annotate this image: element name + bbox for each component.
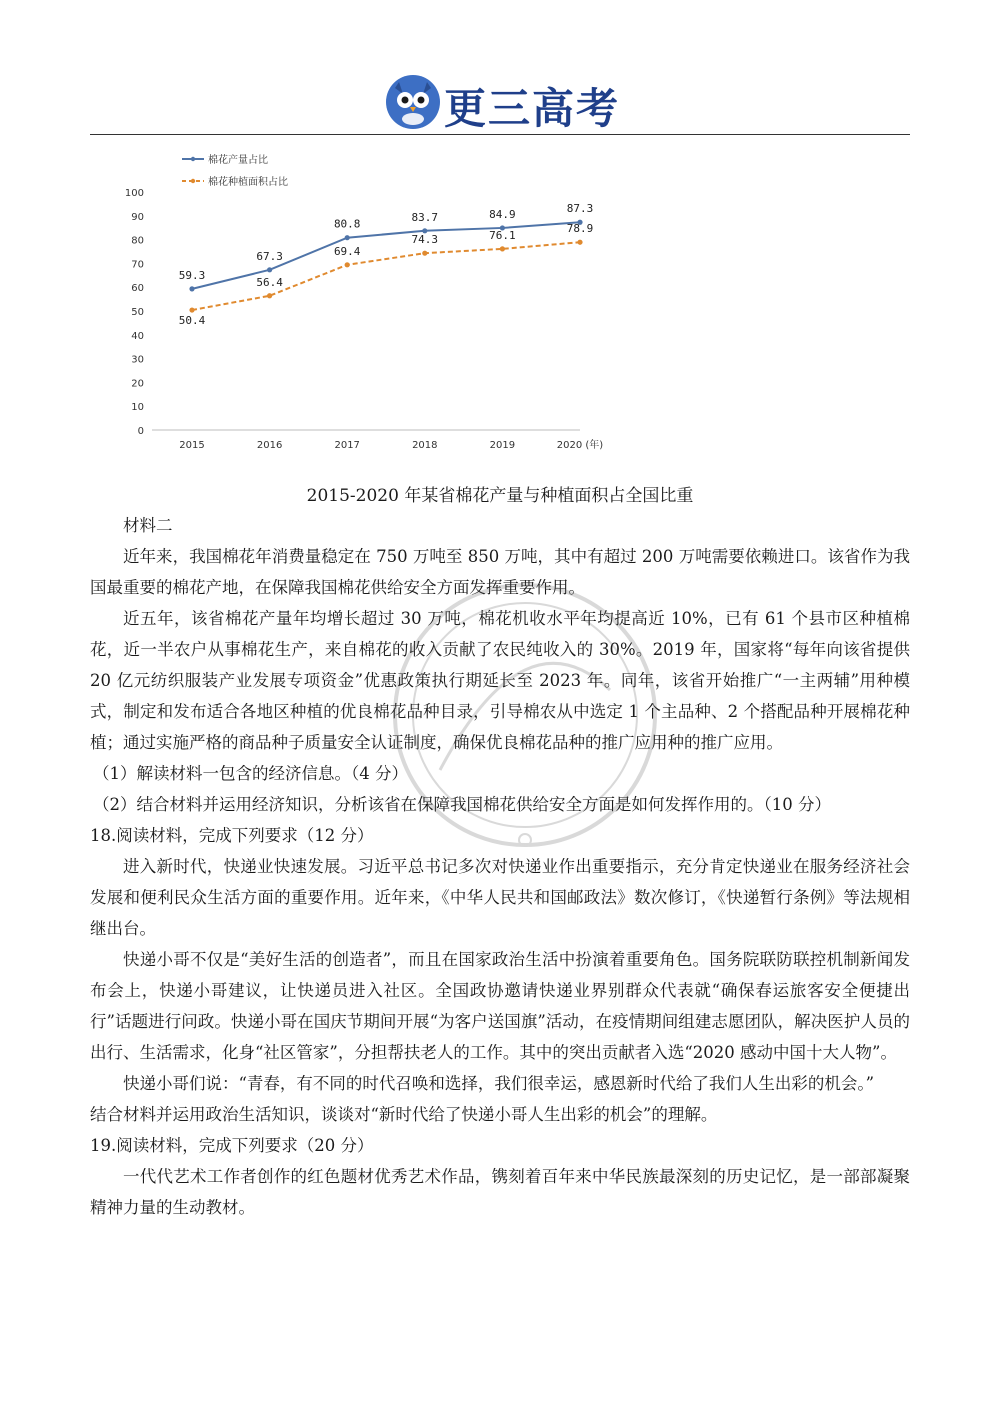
owl-logo-icon bbox=[385, 74, 441, 130]
data-point bbox=[267, 293, 272, 298]
question-item: （1）解读材料一包含的经济信息。（4 分） bbox=[93, 764, 408, 783]
question-item: （2）结合材料并运用经济知识，分析该省在保障我国棉花供给安全方面是如何发挥作用的。（10 分） bbox=[93, 795, 831, 814]
data-label: 80.8 bbox=[333, 217, 361, 231]
data-label: 74.3 bbox=[411, 233, 439, 247]
header-divider bbox=[90, 134, 910, 135]
y-tick-label: 0 bbox=[137, 426, 144, 437]
question-prompt: 结合材料并运用政治生活知识，谈谈对“新时代给了快递小哥人生出彩的机会”的理解。 bbox=[90, 1105, 718, 1124]
data-label: 84.9 bbox=[489, 207, 516, 221]
line-chart bbox=[100, 142, 620, 462]
question-heading: 19.阅读材料，完成下列要求（20 分） bbox=[90, 1136, 374, 1155]
document-body bbox=[90, 510, 910, 1223]
data-label: 56.4 bbox=[256, 275, 283, 289]
page-header bbox=[0, 70, 1000, 132]
y-tick-label: 40 bbox=[131, 330, 144, 342]
y-tick-label: 70 bbox=[131, 259, 144, 271]
y-tick-label: 100 bbox=[124, 188, 144, 199]
data-label: 59.3 bbox=[178, 268, 206, 282]
paragraph: 近五年，该省棉花产量年均增长超过 30 万吨，棉花机收水平年均提高近 10%，已有 61 个县市区种植棉花，近一半农户从事棉花生产，来自棉花的收入贡献了农民纯收入的 30%。2019 年，国家将“每年向该省提供 20 亿元纺织服装产业发展专项资金”优惠政策执行期延长至 2023 年。同年，该省开始推广“一主两辅”用种模式，制定和发布适合各地区种植的优良棉花品种目录，引导棉农从中选定 1 个主品种、2 个搭配品种开展棉花种植；通过实施严格的商品种子质量安全认证制度，确保优良棉花品种的推广应用种的推广应用。 bbox=[90, 609, 910, 752]
x-tick-label: 2016 bbox=[256, 440, 283, 451]
material-heading: 材料二 bbox=[123, 516, 173, 535]
data-point bbox=[422, 251, 427, 256]
data-label: 78.9 bbox=[566, 222, 594, 236]
data-point bbox=[267, 267, 272, 272]
paragraph: 快递小哥们说：“青春，有不同的时代召唤和选择，我们很幸运，感恩新时代给了我们人生出彩的机会。” bbox=[123, 1074, 875, 1093]
x-tick-label: 2018 bbox=[412, 440, 438, 451]
x-tick-label: 2020 (年) bbox=[556, 440, 604, 451]
legend-marker bbox=[191, 157, 195, 161]
y-tick-label: 90 bbox=[131, 211, 144, 223]
data-point bbox=[500, 246, 505, 251]
legend-marker bbox=[191, 179, 195, 183]
data-label: 67.3 bbox=[256, 249, 283, 263]
legend-label: 棉花产量占比 bbox=[208, 155, 268, 166]
brand-title: 更三高考 bbox=[444, 84, 621, 133]
y-tick-label: 20 bbox=[131, 378, 144, 390]
series-line bbox=[192, 222, 580, 289]
data-label: 50.4 bbox=[178, 314, 206, 328]
y-tick-label: 80 bbox=[131, 235, 144, 247]
legend-label: 棉花种植面积占比 bbox=[208, 177, 288, 188]
y-tick-label: 60 bbox=[131, 283, 144, 295]
data-label: 87.3 bbox=[566, 202, 594, 216]
chart-caption: 2015-2020 年某省棉花产量与种植面积占全国比重 bbox=[306, 486, 694, 506]
y-tick-label: 50 bbox=[131, 307, 144, 318]
data-point bbox=[189, 286, 194, 291]
x-tick-label: 2017 bbox=[334, 440, 360, 451]
paragraph: 快递小哥不仅是“美好生活的创造者”，而且在国家政治生活中扮演着重要角色。国务院联防联控机制新闻发布会上，快递小哥建议，让快递员进入社区。全国政协邀请快递业界别群众代表就“确保春运旅客安全便捷出行”话题进行问政。快递小哥在国庆节期间开展“为客户送国旗”活动，在疫情期间组建志愿团队，解决医护人员的出行、生活需求，化身“社区管家”，分担帮扶老人的工作。其中的突出贡献者入选“2020 感动中国十大人物”。 bbox=[90, 950, 910, 1062]
x-tick-label: 2015 bbox=[179, 440, 205, 451]
question-heading: 18.阅读材料，完成下列要求（12 分） bbox=[90, 826, 374, 845]
y-tick-label: 30 bbox=[131, 354, 144, 366]
data-point bbox=[577, 240, 582, 245]
data-point bbox=[345, 262, 350, 267]
data-point bbox=[345, 235, 350, 240]
data-label: 69.4 bbox=[333, 244, 361, 258]
data-label: 76.1 bbox=[489, 228, 516, 242]
x-tick-label: 2019 bbox=[489, 440, 516, 451]
y-tick-label: 10 bbox=[131, 402, 144, 414]
paragraph: 进入新时代，快递业快速发展。习近平总书记多次对快递业作出重要指示，充分肯定快递业在服务经济社会发展和便利民众生活方面的重要作用。近年来，《中华人民共和国邮政法》数次修订，《快递暂行条例》等法规相继出台。 bbox=[90, 857, 910, 938]
series-line bbox=[192, 242, 580, 310]
paragraph: 一代代艺术工作者创作的红色题材优秀艺术作品，镌刻着百年来中华民族最深刻的历史记忆，是一部部凝聚精神力量的生动教材。 bbox=[90, 1167, 910, 1217]
data-point bbox=[189, 307, 194, 312]
data-label: 83.7 bbox=[411, 210, 439, 224]
paragraph: 近年来，我国棉花年消费量稳定在 750 万吨至 850 万吨，其中有超过 200 万吨需要依赖进口。该省作为我国最重要的棉花产地，在保障我国棉花供给安全方面发挥重要作用。 bbox=[90, 547, 910, 597]
